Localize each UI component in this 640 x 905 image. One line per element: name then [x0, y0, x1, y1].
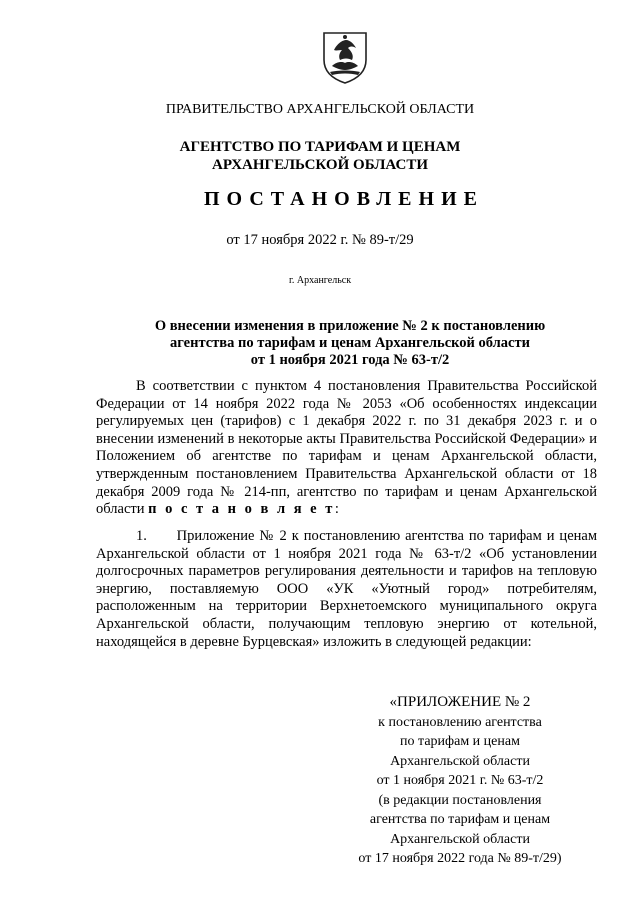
- appendix-line: (в редакции постановления: [378, 792, 542, 808]
- document-date: от 17 ноября 2022 г. № 89-т/29: [226, 232, 414, 248]
- appendix-block: [340, 693, 580, 869]
- subject-line1: О внесении изменения в приложение № 2 к постановлению: [154, 318, 546, 334]
- appendix-heading: «ПРИЛОЖЕНИЕ № 2: [389, 694, 531, 710]
- appendix-line: от 1 ноября 2021 г. № 63-т/2: [376, 773, 544, 788]
- subject-line2: агентства по тарифам и ценам Архангельской области: [170, 335, 530, 351]
- document-city: г. Архангельск: [288, 275, 352, 286]
- paragraph-item-1: 1. Приложение № 2 к постановлению агентства по тарифам и ценам Архангельской области от 1 ноября 2021 года № 63-т/2 «Об установлении долгосрочных параметров регулирования деятельности и тарифов на тепловую энергию, поставляемую ООО «УК «Уютный город» потребителям, расположенным на территории Верхнетоемского муниципального округа Архангельской области, получающим тепловую энергию от котельной, находящейся в деревне Бурцевская» изложить в следующей редакции:: [96, 528, 597, 650]
- agency-name-line2: АРХАНГЕЛЬСКОЙ ОБЛАСТИ: [212, 157, 428, 173]
- document-subject: [30, 318, 640, 369]
- agency-name: [0, 138, 640, 174]
- coat-of-arms-icon: [320, 30, 370, 84]
- appendix-line: от 17 ноября 2022 года № 89-т/29): [358, 851, 562, 866]
- appendix-line: к постановлению агентства: [378, 714, 542, 730]
- resolves-word: п о с т а н о в л я е т: [148, 501, 335, 518]
- document-title: ПОСТАНОВЛЕНИЕ: [204, 188, 484, 210]
- appendix-line: по тарифам и ценам: [400, 734, 520, 749]
- appendix-line: агентства по тарифам и ценам: [369, 812, 551, 827]
- agency-name-line1: АГЕНТСТВО ПО ТАРИФАМ И ЦЕНАМ: [179, 139, 461, 155]
- preamble-text: В соответствии с пунктом 4 постановления Правительства Российской Федерации от 14 ноября 2022 года № 2053 «Об особенностях индексации регулируемых цен (тарифов) с 1 декабря 2022 г. по 31 декабря 2023 г. и о внесении изменений в некоторые акты Правительства Российской Федерации» и Положением об агентстве по тарифам и ценам Архангельской области, утвержденным постановлением Правительства Архангельской области от 18 декабря 2009 года № 214-пп, агентство по тарифам и ценам Архангельской области: [96, 378, 597, 518]
- appendix-line: Архангельской области: [390, 753, 530, 769]
- appendix-line: Архангельской области: [390, 831, 530, 847]
- subject-line3: от 1 ноября 2021 года № 63-т/2: [250, 352, 450, 368]
- government-name: ПРАВИТЕЛЬСТВО АРХАНГЕЛЬСКОЙ ОБЛАСТИ: [165, 102, 475, 117]
- preamble-end: :: [334, 501, 339, 518]
- paragraph-preamble: [96, 378, 597, 519]
